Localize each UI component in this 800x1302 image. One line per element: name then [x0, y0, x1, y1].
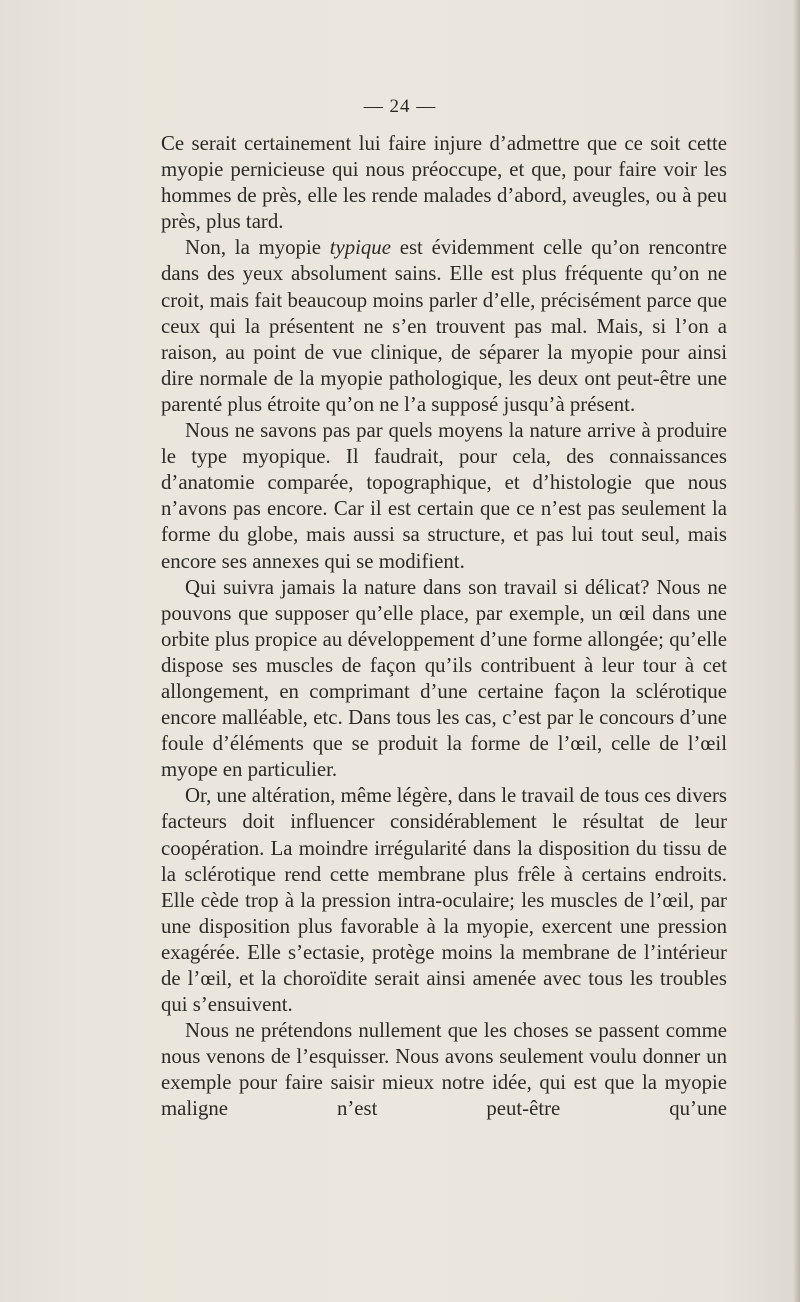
body-text — [161, 131, 727, 1123]
paragraph-text: Nous ne savons pas par quels moyens la nature arrive à produire le type myopique. Il faudrait, pour cela, des connaissances d’anatomie comparée, topographique, et d’histologie que nous n’avons pas encore. Car il est certain que ce n’est pas seulement la forme du globe, mais aussi sa structure, et pas lui tout seul, mais encore ses annexes qui se modifient. — [161, 419, 727, 573]
paragraph-text: Qui suivra jamais la nature dans son travail si délicat? Nous ne pouvons que supposer qu’elle place, par exemple, un œil dans une orbite plus propice au développement d’une forme allongée; qu’elle dispose ses muscles de façon qu’ils contribuent à leur tour à cet allongement, en comprimant d’une certaine façon la sclérotique encore malléable, etc. Dans tous les cas, c’est par le concours d’une foule d’éléments que se produit la forme de l’œil, celle de l’œil myope en particulier. — [161, 575, 727, 782]
paragraph-text: est évidemment celle qu’on rencontre dans des yeux absolument sains. Elle est plus fréquente qu’on ne croit, mais fait beaucoup moins parler d’elle, précisément parce que ceux qui la présentent ne s’en trouvent pas mal. Mais, si l’on a raison, au point de vue clinique, de séparer la myopie pour ainsi dire normale de la myopie pathologique, les deux ont peut-être une parenté plus étroite qu’on ne l’a supposé jusqu’à présent. — [161, 236, 727, 416]
paragraph-text: Nous ne prétendons nullement que les choses se passent comme nous venons de l’esquisser. Nous avons seulement voulu donner un exemple pour faire saisir mieux notre idée, qui est que la myopie maligne n’est peut-être qu’une — [161, 1019, 727, 1121]
page-number: — 24 — — [363, 96, 437, 117]
paragraph — [161, 235, 727, 418]
paragraph-text: Non, la myopie — [185, 236, 330, 260]
page-edge — [794, 0, 800, 1302]
paragraph — [161, 1018, 727, 1122]
paragraph-text: Or, une altération, même légère, dans le travail de tous ces divers facteurs doit influencer considérablement le résultat de leur coopération. La moindre irrégularité dans la disposition du tissu de la sclérotique rend cette membrane plus frêle à certains endroits. Elle cède trop à la pression intra-oculaire; les muscles de l’œil, par une disposition plus favorable à la myopie, exercent une pression exagérée. Elle s’ectasie, protège moins la membrane de l’intérieur de l’œil, et la choroïdite serait ainsi amenée avec tous les troubles qui s’ensuivent. — [161, 784, 727, 1017]
paragraph — [161, 418, 727, 575]
paragraph — [161, 131, 727, 235]
emphasis-text: typique — [329, 236, 391, 260]
paragraph — [161, 575, 727, 784]
paragraph-text: Ce serait certainement lui faire injure d’admettre que ce soit cette myopie pernicieuse qui nous préoccupe, et que, pour faire voir les hommes de près, elle les rende malades d’abord, aveugles, ou à peu près, plus tard. — [161, 132, 727, 234]
paragraph — [161, 783, 727, 1018]
